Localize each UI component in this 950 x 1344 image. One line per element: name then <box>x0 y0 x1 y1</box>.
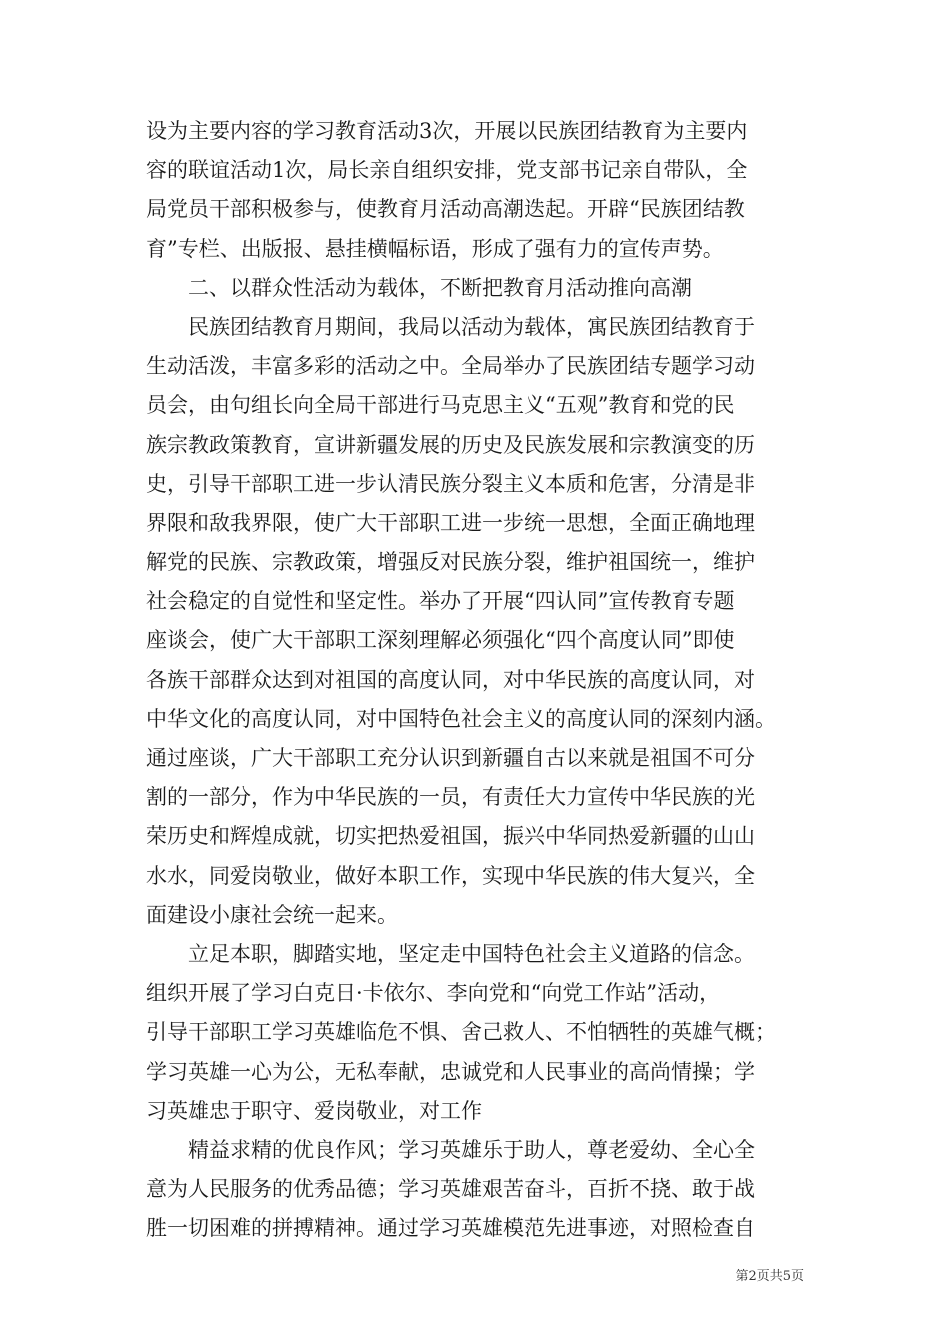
text-line: 精益求精的优良作风；学习英雄乐于助人，尊老爱幼、全心全 <box>188 1137 755 1162</box>
text-line: 荣历史和辉煌成就，切实把热爱祖国，振兴中华同热爱新疆的山山 <box>146 824 755 849</box>
text-line: 社会稳定的自觉性和坚定性。举办了开展“四认同”宣传教育专题 <box>146 589 735 614</box>
page-number: 第2页共5页 <box>735 1269 804 1284</box>
text-line: 育”专栏、出版报、悬挂横幅标语，形成了强有力的宣传声势。 <box>146 236 724 261</box>
section-heading: 二、以群众性活动为载体，不断把教育月活动推向高潮 <box>188 275 692 300</box>
text-line: 通过座谈，广大干部职工充分认识到新疆自古以来就是祖国不可分 <box>146 746 755 770</box>
text-line: 习英雄忠于职守、爱岗敬业，对工作 <box>146 1098 482 1123</box>
text-line: 员会，由句组长向全局干部进行马克思主义“五观”教育和党的民 <box>146 393 735 418</box>
text-line: 胜一切困难的拼搏精神。通过学习英雄模范先进事迹，对照检查自 <box>146 1216 755 1241</box>
text-line: 族宗教政策教育，宣讲新疆发展的历史及民族发展和宗教演变的历 <box>146 432 755 457</box>
text-line: 立足本职，脚踏实地，坚定走中国特色社会主义道路的信念。 <box>188 941 755 966</box>
text-line: 容的联谊活动1次，局长亲自组织安排，党支部书记亲自带队，全 <box>146 158 748 183</box>
text-line: 局党员干部积极参与，使教育月活动高潮迭起。开辟“民族团结教 <box>146 197 745 222</box>
text-line: 各族干部群众达到对祖国的高度认同，对中华民族的高度认同，对 <box>146 667 755 692</box>
text-line: 民族团结教育月期间，我局以活动为载体，寓民族团结教育于 <box>188 314 755 339</box>
text-line: 引导干部职工学习英雄临危不惧、舍己救人、不怕牺牲的英雄气概； <box>146 1020 776 1045</box>
text-line: 设为主要内容的学习教育活动3次，开展以民族团结教育为主要内 <box>146 119 748 143</box>
text-line: 意为人民服务的优秀品德；学习英雄艰苦奋斗，百折不挠、敢于战 <box>146 1177 755 1202</box>
text-line: 水水，同爱岗敬业，做好本职工作，实现中华民族的伟大复兴，全 <box>146 863 755 888</box>
text-line: 座谈会，使广大干部职工深刻理解必须强化“四个高度认同”即使 <box>146 628 735 653</box>
text-line: 生动活泼，丰富多彩的活动之中。全局举办了民族团结专题学习动 <box>146 354 755 379</box>
body-text <box>146 112 814 1248</box>
text-line: 学习英雄一心为公，无私奉献，忠诚党和人民事业的高尚情操；学 <box>146 1059 755 1084</box>
text-line: 割的一部分，作为中华民族的一员，有责任大力宣传中华民族的光 <box>146 785 755 810</box>
text-line: 解党的民族、宗教政策，增强反对民族分裂，维护祖国统一，维护 <box>146 550 755 575</box>
text-line: 面建设小康社会统一起来。 <box>146 902 398 927</box>
text-line: 中华文化的高度认同，对中国特色社会主义的高度认同的深刻内涵。 <box>146 706 776 731</box>
text-line: 界限和敌我界限，使广大干部职工进一步统一思想，全面正确地理 <box>146 510 755 535</box>
text-line: 史，引导干部职工进一步认清民族分裂主义本质和危害，分清是非 <box>146 471 755 496</box>
text-line: 组织开展了学习白克日·卡依尔、李向党和“向党工作站”活动， <box>146 981 721 1006</box>
